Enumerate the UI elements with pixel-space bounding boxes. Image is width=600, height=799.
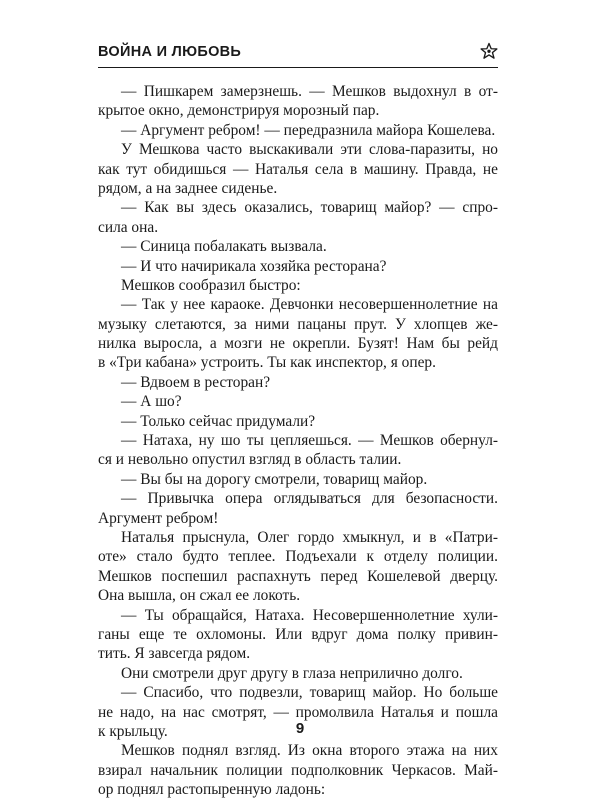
text-line: к крыльцу.: [98, 722, 168, 740]
text-line: — Вы бы на дорогу смотрели, товарищ майор.: [121, 470, 428, 488]
text-line: взирал начальник полиции подполковник Черкасов. Май-: [98, 761, 498, 779]
text-line: — Привычка опера оглядываться для безопасности.: [121, 490, 498, 508]
text-line: Они смотрели друг другу в глаза неприлично долго.: [121, 664, 463, 682]
text-line: — Так у нее караоке. Девчонки несовершеннолетние на: [121, 296, 498, 314]
text-line: ся и невольно опустил взгляд в область талии.: [98, 451, 402, 469]
text-line: — А шо?: [121, 393, 182, 411]
text-line: Мешков сообразил быстро:: [121, 276, 301, 294]
text-line: — Вдвоем в ресторан?: [121, 373, 271, 391]
text-line: — Ты обращайся, Натаха. Несовершеннолетние хули-: [121, 606, 498, 624]
text-line: тить. Я завсегда рядом.: [98, 645, 251, 663]
text-line: сила она.: [98, 218, 159, 236]
text-line: — Синица побалакать вызвала.: [121, 238, 327, 256]
text-line: — Натаха, ну шо ты цепляешься. — Мешков обернул-: [121, 432, 498, 450]
text-line: — Как вы здесь оказались, товарищ майор? — спро-: [121, 199, 498, 217]
text-line: рядом, а на заднее сиденье.: [98, 179, 278, 197]
text-line: нилка выросла, а мозги не окрепли. Бузят! Нам бы рейд: [98, 335, 498, 353]
text-line: Наталья прыснула, Олег гордо хмыкнул, и в «Патри-: [121, 528, 498, 546]
text-line: Мешков поднял взгляд. Из окна второго этажа на них: [121, 742, 498, 760]
text-line: Мешков поспешил распахнуть перед Кошелевой дверцу.: [98, 567, 498, 585]
text-line: в «Три кабана» устроить. Ты как инспектор, я опер.: [98, 354, 436, 372]
text-line: У Мешкова часто выскакивали эти слова-паразиты, но: [121, 141, 498, 159]
text-line: Она вышла, он сжал ее локоть.: [98, 587, 301, 605]
text-line: крытое окно, демонстрируя морозный пар.: [98, 102, 380, 120]
star-outline-icon: [480, 42, 498, 60]
text-line: ганы еще те охломоны. Или вдруг дома полку привин-: [98, 625, 498, 643]
page-number: 9: [295, 720, 305, 737]
running-head: [98, 44, 498, 60]
text-line: — Аргумент ребром! — передразнила майора Кошелева.: [121, 121, 496, 139]
text-line: — Спасибо, что подвезли, товарищ майор. Но больше: [121, 684, 498, 702]
text-line: — Только сейчас придумали?: [121, 412, 316, 430]
text-line: Аргумент ребром!: [98, 509, 219, 527]
text-line: как тут обидишься — Наталья села в машину. Правда, не: [98, 160, 498, 178]
text-line: музыку слетаются, за ними пацаны прут. У хлопцев же-: [98, 315, 498, 333]
text-line: — И что начирикала хозяйка ресторана?: [121, 257, 387, 275]
running-head-title: ВОЙНА И ЛЮБОВЬ: [98, 44, 242, 60]
text-line: оте» стало будто теплее. Подъехали к отделу полиции.: [98, 548, 498, 566]
text-line: ор поднял растопыренную ладонь:: [98, 781, 326, 799]
text-line: — Пишкарем замерзнешь. — Мешков выдохнул в от-: [121, 83, 498, 100]
text-line: не надо, на нас смотрят, — промолвила Наталья и пошла: [98, 703, 498, 721]
body-text: [98, 82, 498, 799]
header-rule: [98, 67, 498, 68]
